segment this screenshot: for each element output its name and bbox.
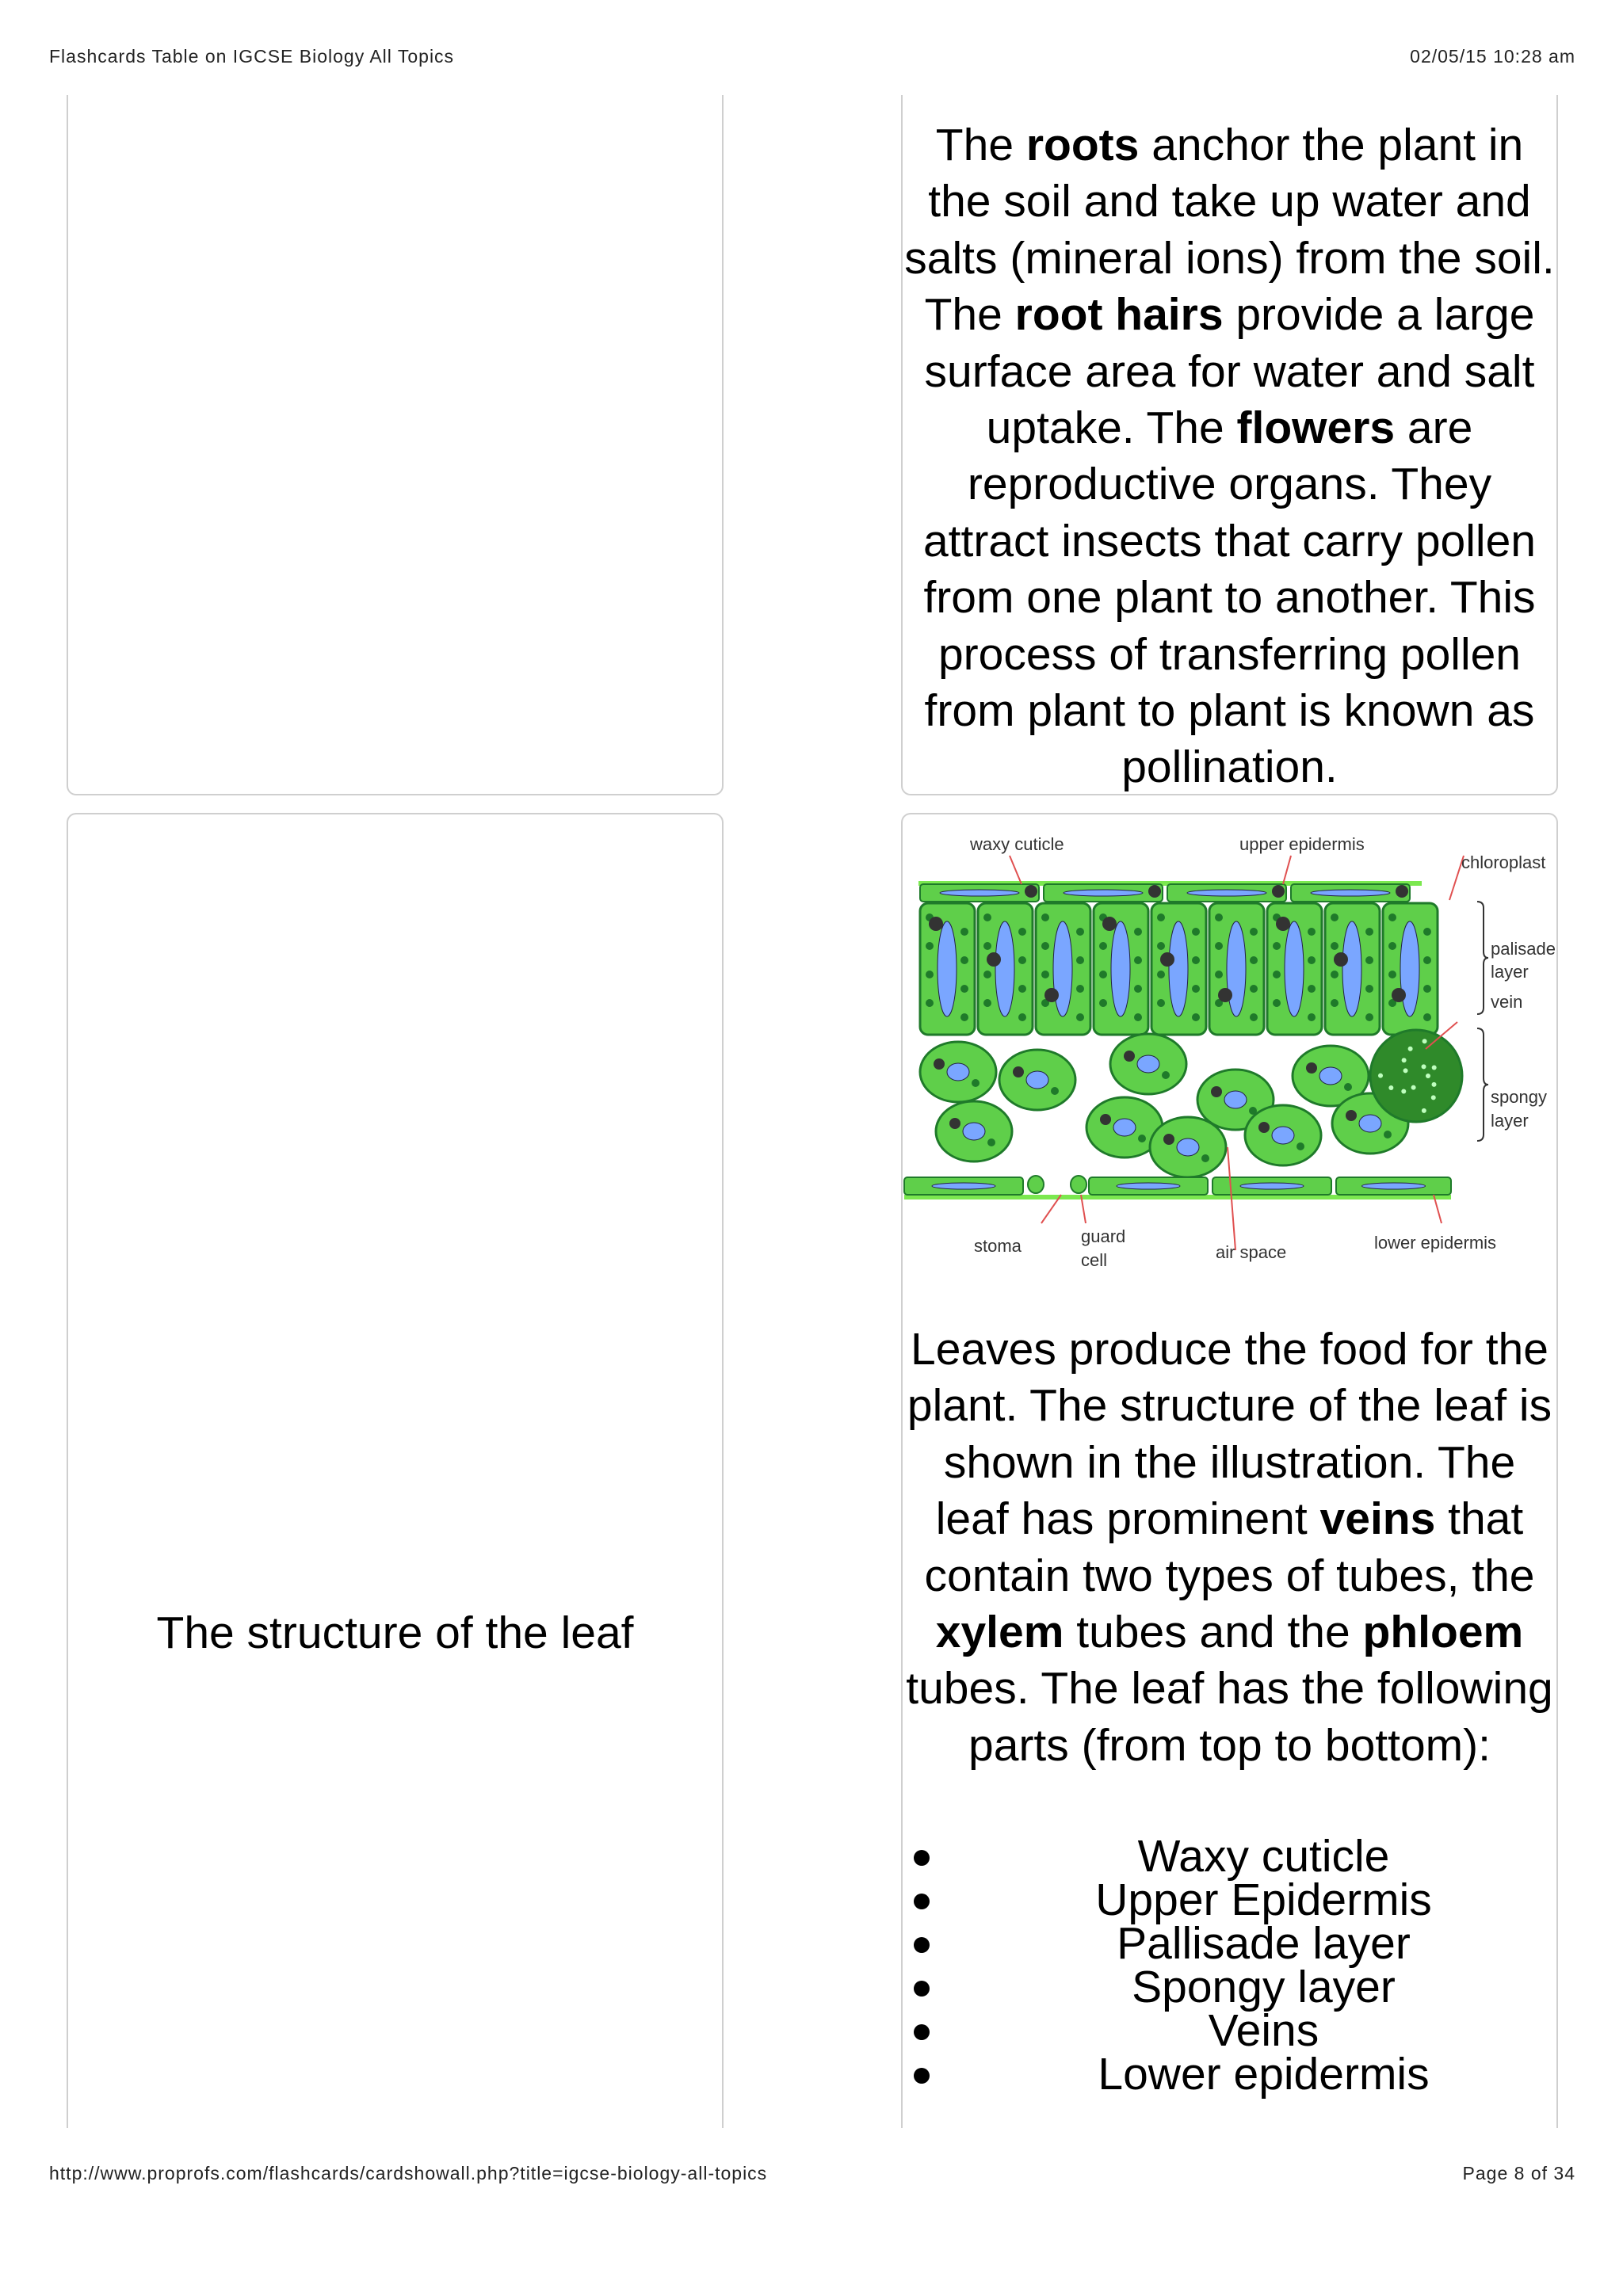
chloroplast — [1215, 971, 1223, 978]
document-title: Flashcards Table on IGCSE Biology All Topics — [49, 46, 455, 67]
chloroplast — [1331, 971, 1338, 978]
flashcard-front-leaf — [67, 813, 724, 2128]
guard-cell — [1071, 1176, 1086, 1193]
chloroplast — [1250, 985, 1258, 993]
nucleus — [1224, 1091, 1247, 1108]
text-segment: provide a large surface area for water and salt uptake. The — [924, 289, 1535, 454]
nucleus — [1177, 1138, 1199, 1156]
vessel — [1422, 1108, 1426, 1113]
chloroplast — [1134, 1013, 1142, 1021]
leaf-parts-list — [903, 1831, 1556, 2100]
list-item-label: Lower epidermis — [1098, 2049, 1430, 2100]
chloroplast — [1346, 1110, 1357, 1121]
vessel — [1422, 1064, 1426, 1069]
chloroplast — [1162, 1071, 1170, 1079]
bold-term: root hairs — [1014, 289, 1224, 341]
nucleus — [963, 1123, 985, 1140]
chloroplast — [1308, 1013, 1316, 1021]
chloroplast — [1423, 1013, 1431, 1021]
chloroplast — [1392, 988, 1406, 1002]
chloroplast — [1272, 885, 1285, 898]
chloroplast — [1018, 1013, 1026, 1021]
text-segment: anchor the plant in the soil and take up water and salts (mineral ions) from the soil. The — [904, 120, 1555, 341]
chloroplast — [1334, 952, 1348, 967]
list-item-label: Spongy layer — [1132, 1962, 1396, 2012]
bullet-icon — [914, 2024, 930, 2040]
nucleus — [1117, 1183, 1180, 1189]
chloroplast — [929, 917, 943, 931]
list-item — [903, 1962, 1556, 2012]
vessel — [1411, 1085, 1416, 1090]
chloroplast — [987, 952, 1001, 967]
text-segment: The — [935, 120, 1026, 170]
bold-term: roots — [1025, 120, 1140, 170]
chloroplast — [1211, 1086, 1222, 1097]
chloroplast — [1201, 1154, 1209, 1162]
list-item — [903, 1831, 1556, 1882]
nucleus — [1400, 921, 1419, 1016]
chloroplast — [1134, 956, 1142, 964]
vessel — [1426, 1074, 1430, 1078]
bullet-icon — [914, 1850, 930, 1866]
chloroplast — [1076, 956, 1084, 964]
chloroplast — [1273, 971, 1281, 978]
chloroplast — [960, 956, 968, 964]
label-chloroplast: chloroplast — [1461, 852, 1546, 872]
chloroplast — [1041, 942, 1049, 950]
label-palisade: palisade — [1491, 939, 1556, 959]
chloroplast — [1331, 999, 1338, 1007]
chloroplast — [926, 971, 934, 978]
chloroplast — [1276, 917, 1290, 931]
chloroplast — [1100, 1114, 1111, 1125]
chloroplast — [1157, 971, 1165, 978]
nucleus — [995, 921, 1014, 1016]
list-item-label: Waxy cuticle — [1137, 1831, 1390, 1882]
chloroplast — [1250, 928, 1258, 936]
chloroplast — [1157, 942, 1165, 950]
roots-description — [903, 117, 1556, 796]
list-item — [903, 1875, 1556, 1925]
chloroplast — [1192, 1013, 1200, 1021]
chloroplast — [1041, 913, 1049, 921]
chloroplast — [926, 942, 934, 950]
chloroplast — [1163, 1134, 1174, 1145]
vein — [1370, 1030, 1462, 1122]
chloroplast — [1396, 885, 1408, 898]
chloroplast — [1250, 1013, 1258, 1021]
chloroplast — [1365, 956, 1373, 964]
chloroplast — [1192, 928, 1200, 936]
bullet-icon — [914, 1981, 930, 1997]
vessel — [1402, 1058, 1407, 1062]
chloroplast — [1076, 928, 1084, 936]
nucleus — [1053, 921, 1072, 1016]
chloroplast — [934, 1058, 945, 1070]
nucleus — [1169, 921, 1188, 1016]
chloroplast — [1423, 928, 1431, 936]
list-item — [903, 1918, 1556, 1969]
chloroplast — [1018, 956, 1026, 964]
bullet-icon — [914, 2068, 930, 2084]
nucleus — [1137, 1055, 1159, 1073]
chloroplast — [1308, 985, 1316, 993]
leaf-structure-diagram — [903, 814, 1560, 1290]
vessel — [1431, 1095, 1436, 1100]
list-item-label: Veins — [1208, 2005, 1319, 2056]
chloroplast — [1384, 1131, 1392, 1138]
vessel — [1403, 1068, 1408, 1073]
chloroplast — [972, 1079, 980, 1087]
list-item-label: Pallisade layer — [1117, 1918, 1411, 1969]
chloroplast — [1215, 913, 1223, 921]
nucleus — [1311, 890, 1390, 896]
nucleus — [1285, 921, 1304, 1016]
label-waxy-cuticle: waxy cuticle — [970, 834, 1064, 854]
chloroplast — [1365, 928, 1373, 936]
nucleus — [947, 1063, 969, 1081]
guard-cell — [1028, 1176, 1044, 1193]
chloroplast — [1388, 971, 1396, 978]
vessel — [1401, 1089, 1406, 1093]
nucleus — [1113, 1119, 1136, 1136]
chloroplast — [1308, 956, 1316, 964]
nucleus — [1272, 1127, 1294, 1144]
flashcard-front-empty — [67, 95, 724, 795]
chloroplast — [1134, 985, 1142, 993]
chloroplast — [1296, 1142, 1304, 1150]
nucleus — [1319, 1067, 1342, 1085]
chloroplast — [960, 1013, 968, 1021]
page-number: Page 8 of 34 — [1462, 2163, 1575, 2183]
bold-term: flowers — [1236, 402, 1396, 454]
chloroplast — [1044, 988, 1059, 1002]
chloroplast — [926, 999, 934, 1007]
bold-term: veins — [1319, 1493, 1436, 1545]
print-datetime: 02/05/15 10:28 am — [1410, 46, 1575, 67]
chloroplast — [949, 1118, 960, 1129]
nucleus — [938, 921, 957, 1016]
chloroplast — [1423, 985, 1431, 993]
label-vein: vein — [1491, 992, 1523, 1012]
bullet-icon — [914, 1937, 930, 1953]
nucleus — [1362, 1183, 1426, 1189]
flashcard-back-roots — [901, 95, 1558, 795]
bullet-icon — [914, 1894, 930, 1909]
nucleus — [1227, 921, 1246, 1016]
vessel — [1378, 1074, 1383, 1078]
chloroplast — [1306, 1062, 1317, 1074]
text-segment: tubes. The leaf has the following parts (from top to bottom): — [906, 1663, 1553, 1771]
chloroplast — [960, 985, 968, 993]
nucleus — [1026, 1071, 1048, 1089]
chloroplast — [983, 971, 991, 978]
chloroplast — [1138, 1135, 1146, 1142]
chloroplast — [1160, 952, 1174, 967]
label-lower-epidermis: lower epidermis — [1374, 1233, 1497, 1253]
chloroplast — [1076, 985, 1084, 993]
label-guard: guard — [1081, 1226, 1126, 1246]
chloroplast — [983, 999, 991, 1007]
chloroplast — [1218, 988, 1232, 1002]
chloroplast — [1018, 985, 1026, 993]
chloroplast — [1134, 928, 1142, 936]
chloroplast — [1013, 1066, 1024, 1077]
chloroplast — [1273, 942, 1281, 950]
nucleus — [1359, 1115, 1381, 1132]
chloroplast — [1331, 942, 1338, 950]
chloroplast — [1157, 999, 1165, 1007]
chloroplast — [1018, 928, 1026, 936]
bold-term: phloem — [1362, 1607, 1524, 1658]
chloroplast — [960, 928, 968, 936]
chloroplast — [1365, 985, 1373, 993]
nucleus — [1111, 921, 1130, 1016]
vessel — [1408, 1047, 1413, 1051]
chloroplast — [1388, 913, 1396, 921]
nucleus — [1187, 890, 1266, 896]
label-upper-epidermis: upper epidermis — [1239, 834, 1365, 854]
chloroplast — [1192, 956, 1200, 964]
vessel — [1432, 1066, 1437, 1070]
chloroplast — [1258, 1122, 1270, 1133]
text-segment: tubes and the — [1064, 1607, 1363, 1658]
chloroplast — [1025, 885, 1037, 898]
nucleus — [1064, 890, 1143, 896]
leaf-description — [903, 1322, 1556, 1774]
label-palisade-layer: layer — [1491, 962, 1529, 982]
chloroplast — [1192, 985, 1200, 993]
chloroplast — [1041, 971, 1049, 978]
nucleus — [1240, 1183, 1304, 1189]
list-item — [903, 2049, 1556, 2100]
card-title: The structure of the leaf — [156, 1608, 634, 1658]
chloroplast — [1365, 1013, 1373, 1021]
vessel — [1388, 1085, 1393, 1090]
chloroplast — [1344, 1083, 1352, 1091]
nucleus — [940, 890, 1019, 896]
chloroplast — [987, 1138, 995, 1146]
chloroplast — [1308, 928, 1316, 936]
chloroplast — [1099, 942, 1107, 950]
nucleus — [932, 1183, 995, 1189]
chloroplast — [1099, 999, 1107, 1007]
list-item — [903, 2005, 1556, 2056]
text-segment: Leaves produce the food for the plant. The structure of the leaf is shown in the illustration. The leaf has prominent — [907, 1324, 1552, 1545]
chloroplast — [983, 942, 991, 950]
text-segment: are reproductive organs. They attract insects that carry pollen from one plant to another. This process of transferring pollen from plant to plant is known as pollination. — [922, 402, 1536, 793]
chloroplast — [1099, 971, 1107, 978]
flashcard-back-leaf — [901, 813, 1558, 2128]
chloroplast — [1076, 1013, 1084, 1021]
chloroplast — [1273, 999, 1281, 1007]
source-url: http://www.proprofs.com/flashcards/cardshowall.php?title=igcse-biology-all-topics — [49, 2163, 768, 2183]
bold-term: xylem — [935, 1607, 1064, 1658]
list-item-label: Upper Epidermis — [1095, 1875, 1432, 1925]
label-guard-cell: cell — [1081, 1250, 1108, 1270]
vessel — [1432, 1082, 1437, 1087]
chloroplast — [983, 913, 991, 921]
chloroplast — [1331, 913, 1338, 921]
label-air-space: air space — [1216, 1242, 1287, 1262]
chloroplast — [1215, 942, 1223, 950]
chloroplast — [1124, 1051, 1135, 1062]
label-stoma: stoma — [974, 1236, 1022, 1256]
chloroplast — [1157, 913, 1165, 921]
chloroplast — [1250, 956, 1258, 964]
nucleus — [1342, 921, 1361, 1016]
chloroplast — [1388, 942, 1396, 950]
chloroplast — [1102, 917, 1117, 931]
vessel — [1423, 1039, 1427, 1043]
label-spongy-layer: layer — [1491, 1111, 1529, 1131]
text-segment: that contain two types of tubes, the — [924, 1493, 1535, 1601]
chloroplast — [1051, 1087, 1059, 1095]
chloroplast — [1423, 956, 1431, 964]
label-spongy: spongy — [1491, 1087, 1547, 1107]
chloroplast — [1148, 885, 1161, 898]
